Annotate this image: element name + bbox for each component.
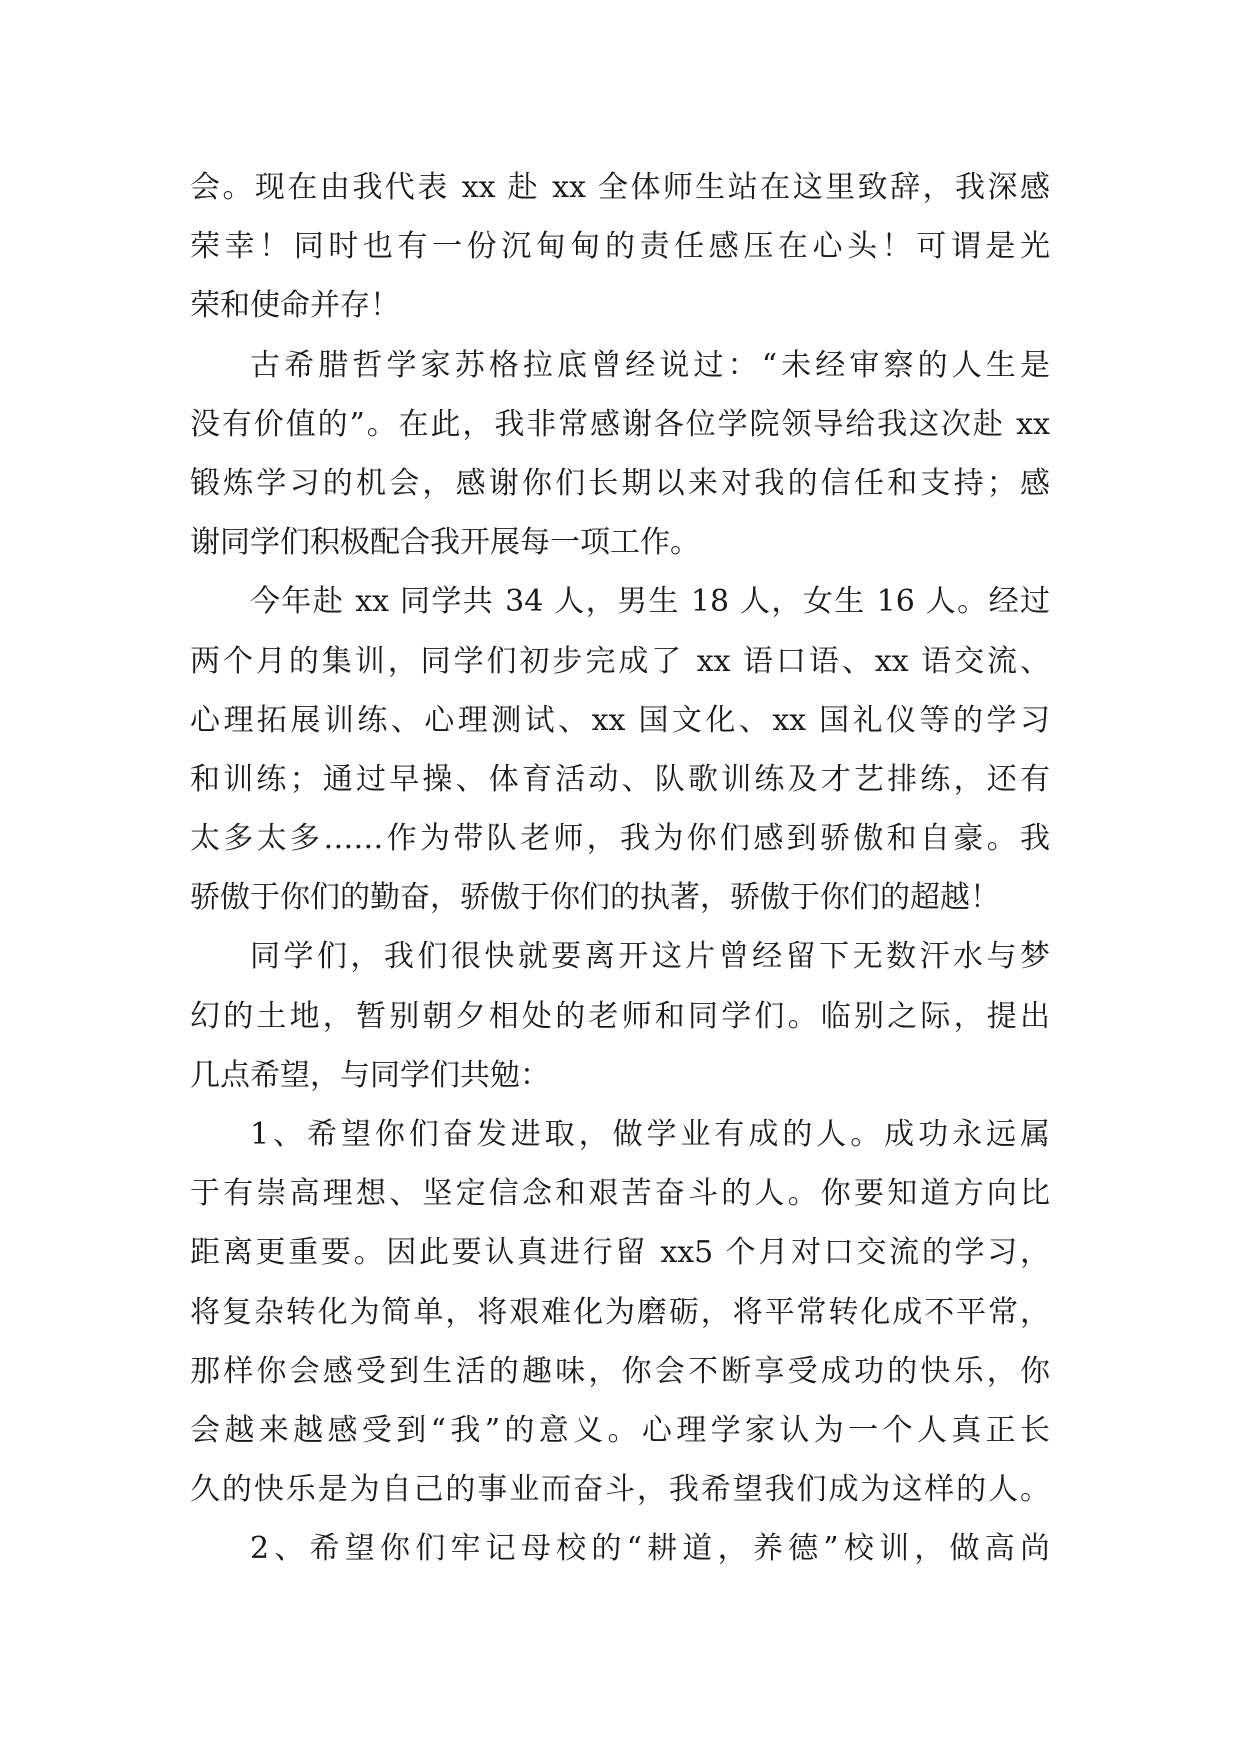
text-line: 那样你会感受到生活的趣味，你会不断享受成功的快乐，你: [190, 1353, 1050, 1389]
paragraph-training-summary: [190, 572, 1050, 927]
text-line: 锻炼学习的机会，感谢你们长期以来对我的信任和支持；感: [190, 465, 1050, 501]
text-line: 距离更重要。因此要认真进行留 xx5 个月对口交流的学习，: [190, 1235, 1050, 1271]
paragraph-socrates-quote: [190, 336, 1050, 573]
text-line: 1、希望你们奋发进取，做学业有成的人。成功永远属: [250, 1117, 1050, 1152]
text-line: 谢同学们积极配合我开展每一项工作。: [190, 525, 700, 561]
text-line: 骄傲于你们的勤奋，骄傲于你们的执著，骄傲于你们的超越！: [190, 880, 1000, 916]
text-line: 2、希望你们牢记母校的“耕道，养德”校训，做高尚: [250, 1531, 1050, 1567]
text-line: 荣幸！同时也有一份沉甸甸的责任感压在心头！可谓是光: [190, 229, 1050, 265]
text-line: 几点希望，与同学们共勉：: [190, 1057, 550, 1093]
text-line: 古希腊哲学家苏格拉底曾经说过：“未经审察的人生是: [250, 347, 1050, 383]
text-line: 幻的土地，暂别朝夕相处的老师和同学们。临别之际，提出: [190, 998, 1050, 1034]
text-line: 心理拓展训练、心理测试、xx 国文化、xx 国礼仪等的学习: [190, 702, 1050, 738]
text-line: 今年赴 xx 同学共 34 人，男生 18 人，女生 16 人。经过: [250, 584, 1050, 620]
text-line: 将复杂转化为简单，将艰难化为磨砺，将平常转化成不平常，: [190, 1294, 1050, 1330]
paragraph-hope-2: [190, 1519, 1050, 1578]
document-body: [190, 158, 1050, 1579]
text-line: 会。现在由我代表 xx 赴 xx 全体师生站在这里致辞，我深感: [190, 170, 1050, 205]
text-line: 两个月的集训，同学们初步完成了 xx 语口语、xx 语交流、: [190, 643, 1050, 679]
text-line: 会越来越感受到“我”的意义。心理学家认为一个人真正长: [190, 1412, 1050, 1448]
text-line: 没有价值的”。在此，我非常感谢各位学院领导给我这次赴 xx: [190, 406, 1050, 442]
text-line: 于有崇高理想、坚定信念和艰苦奋斗的人。你要知道方向比: [190, 1176, 1050, 1212]
paragraph-hope-1: [190, 1105, 1050, 1519]
text-line: 太多太多……作为带队老师，我为你们感到骄傲和自豪。我: [190, 821, 1050, 857]
text-line: 久的快乐是为自己的事业而奋斗，我希望我们成为这样的人。: [190, 1472, 1050, 1508]
text-line: 和训练；通过早操、体育活动、队歌训练及才艺排练，还有: [190, 761, 1050, 797]
text-line: 荣和使命并存！: [190, 288, 400, 324]
paragraph-farewell: [190, 927, 1050, 1105]
paragraph-opening: [190, 158, 1050, 336]
text-line: 同学们，我们很快就要离开这片曾经留下无数汗水与梦: [250, 939, 1050, 975]
